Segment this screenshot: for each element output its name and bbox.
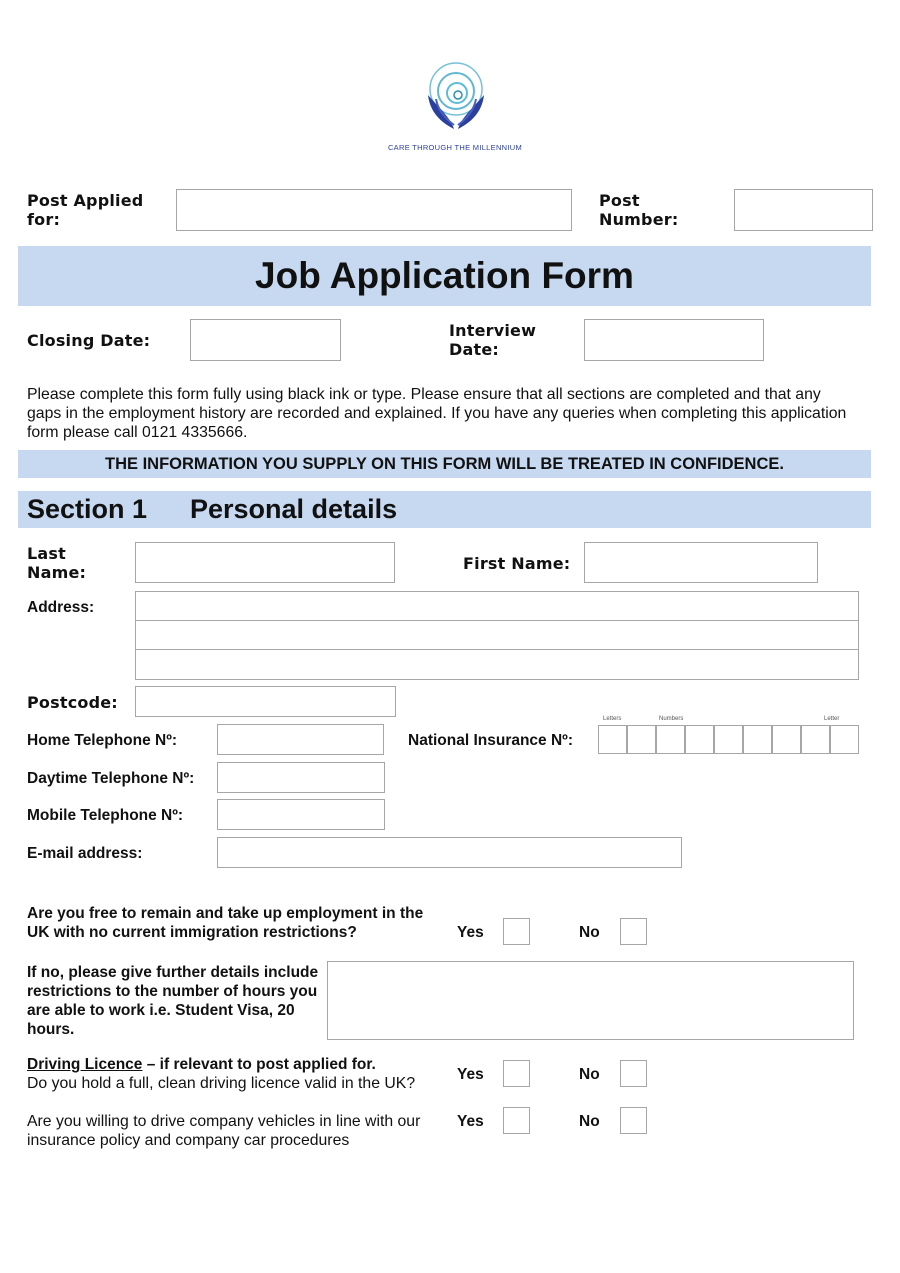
national-insurance-label: National Insurance Nº: xyxy=(408,732,573,749)
address-line-3[interactable] xyxy=(135,649,859,680)
ni-cell-4[interactable] xyxy=(685,725,714,754)
ni-cell-7[interactable] xyxy=(772,725,801,754)
section-title: Personal details xyxy=(190,494,398,524)
licence-no-label: No xyxy=(579,1066,600,1083)
immigration-yes-checkbox[interactable] xyxy=(503,918,530,945)
driving-licence-heading-row xyxy=(27,1055,376,1074)
vehicle-yes-label: Yes xyxy=(457,1113,484,1130)
interview-date-field[interactable] xyxy=(584,319,764,361)
restrictions-details-label: If no, please give further details include restrictions to the number of hours you are able to work i.e. Student Visa, 20 hours. xyxy=(27,964,319,1038)
daytime-telephone-label: Daytime Telephone Nº: xyxy=(27,770,195,787)
ni-cell-2[interactable] xyxy=(627,725,656,754)
ni-cell-5[interactable] xyxy=(714,725,743,754)
email-label: E-mail address: xyxy=(27,845,143,862)
last-name-field[interactable] xyxy=(135,542,395,583)
ni-cell-6[interactable] xyxy=(743,725,772,754)
first-name-label: First Name: xyxy=(463,554,571,573)
immigration-yes-label: Yes xyxy=(457,924,484,941)
post-applied-label: Post Applied for: xyxy=(27,191,144,229)
immigration-question: Are you free to remain and take up employment in the UK with no current immigration restrictions? xyxy=(27,905,424,941)
restrictions-details-field[interactable] xyxy=(327,961,854,1040)
logo-tagline: CARE THROUGH THE MILLENNIUM xyxy=(387,143,523,152)
closing-date-label: Closing Date: xyxy=(27,331,151,350)
post-applied-field[interactable] xyxy=(176,189,572,231)
section-number: Section 1 xyxy=(27,494,148,524)
licence-no-checkbox[interactable] xyxy=(620,1060,647,1087)
licence-yes-label: Yes xyxy=(457,1066,484,1083)
mobile-telephone-label: Mobile Telephone Nº: xyxy=(27,807,184,824)
driving-licence-heading-suffix: – if relevant to post applied for. xyxy=(142,1056,376,1073)
address-line-1[interactable] xyxy=(135,591,859,621)
ni-cell-3[interactable] xyxy=(656,725,685,754)
vehicle-yes-checkbox[interactable] xyxy=(503,1107,530,1134)
address-line-2[interactable] xyxy=(135,620,859,650)
instructions-paragraph: Please complete this form fully using black ink or type. Please ensure that all sections are completed and that any gaps in the employment history are recorded and explained. If you have any queries when completing this application form please call 0121 4335666. xyxy=(27,386,847,441)
ni-cell-9[interactable] xyxy=(830,725,859,754)
confidential-banner: THE INFORMATION YOU SUPPLY ON THIS FORM WILL BE TREATED IN CONFIDENCE. xyxy=(105,455,784,473)
daytime-telephone-field[interactable] xyxy=(217,762,385,793)
hands-swirl-logo-icon xyxy=(410,55,500,135)
postcode-field[interactable] xyxy=(135,686,396,717)
page-title: Job Application Form xyxy=(255,255,634,296)
post-number-label: Post Number: xyxy=(599,191,679,229)
vehicle-no-checkbox[interactable] xyxy=(620,1107,647,1134)
immigration-no-checkbox[interactable] xyxy=(620,918,647,945)
ni-hint-letter: Letter xyxy=(824,716,840,722)
logo xyxy=(410,55,500,135)
ni-cell-1[interactable] xyxy=(598,725,627,754)
interview-date-label: Interview Date: xyxy=(449,321,537,359)
licence-yes-checkbox[interactable] xyxy=(503,1060,530,1087)
home-telephone-field[interactable] xyxy=(217,724,384,755)
immigration-no-label: No xyxy=(579,924,600,941)
last-name-label: Last Name: xyxy=(27,544,87,582)
ni-hint-letters: Letters xyxy=(603,716,622,722)
first-name-field[interactable] xyxy=(584,542,818,583)
mobile-telephone-field[interactable] xyxy=(217,799,385,830)
post-number-field[interactable] xyxy=(734,189,873,231)
company-vehicle-question: Are you willing to drive company vehicles in line with our insurance policy and company car procedures xyxy=(27,1113,421,1149)
ni-cell-8[interactable] xyxy=(801,725,830,754)
email-field[interactable] xyxy=(217,837,682,868)
home-telephone-label: Home Telephone Nº: xyxy=(27,732,178,749)
postcode-label: Postcode: xyxy=(27,693,118,712)
ni-hint-numbers: Numbers xyxy=(659,716,684,722)
closing-date-field[interactable] xyxy=(190,319,341,361)
driving-licence-question: Do you hold a full, clean driving licence valid in the UK? xyxy=(27,1075,416,1092)
address-label: Address: xyxy=(27,599,95,616)
driving-licence-heading: Driving Licence xyxy=(27,1056,143,1073)
vehicle-no-label: No xyxy=(579,1113,600,1130)
